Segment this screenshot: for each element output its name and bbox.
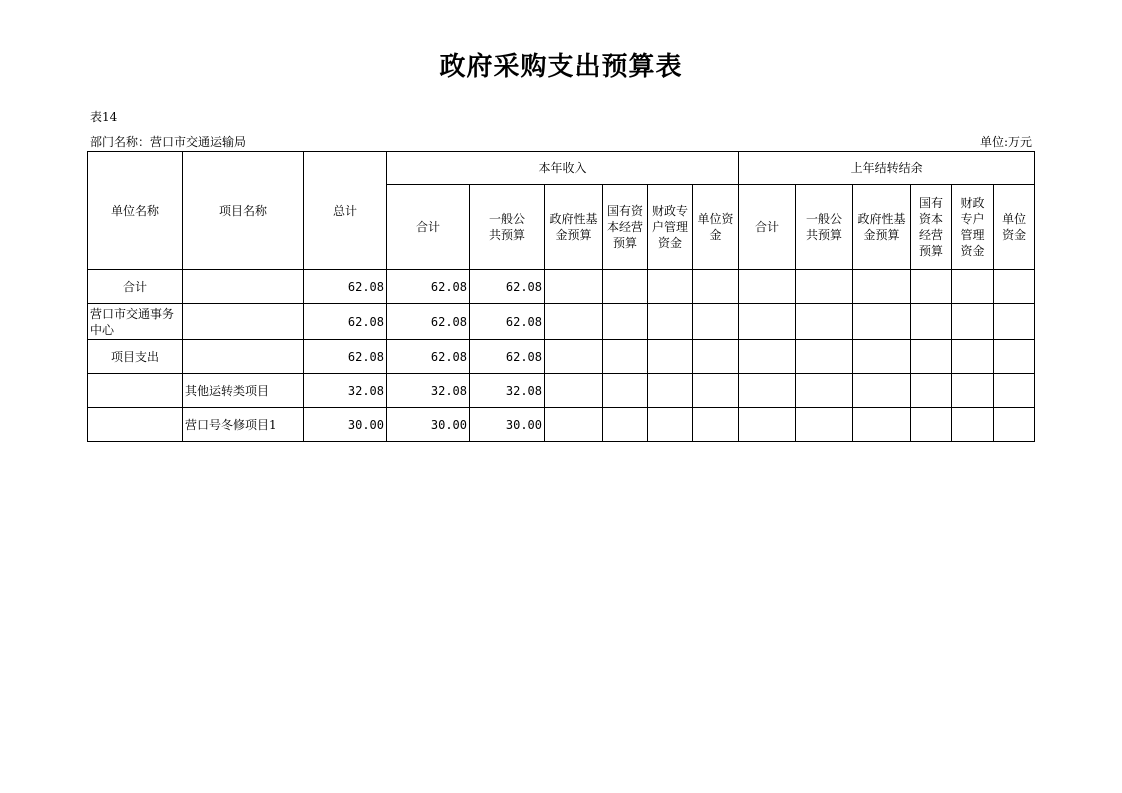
cell-total: 62.08 xyxy=(304,270,387,304)
cell-empty xyxy=(952,340,994,374)
page-title: 政府采购支出预算表 xyxy=(439,52,683,82)
cell-empty xyxy=(693,374,739,408)
department-label: 部门名称：营口市交通运输局 xyxy=(90,135,247,149)
cell-empty xyxy=(603,270,648,304)
cell-total: 62.08 xyxy=(304,304,387,340)
cell-empty xyxy=(545,408,603,442)
cell-project xyxy=(183,340,304,374)
cell-cy-general: 62.08 xyxy=(470,270,545,304)
cell-empty xyxy=(911,374,952,408)
cell-empty xyxy=(739,374,796,408)
header-py-general: 一般公共预算 xyxy=(796,185,853,270)
cell-cy-subtotal: 32.08 xyxy=(387,374,470,408)
cell-empty xyxy=(739,304,796,340)
cell-total: 62.08 xyxy=(304,340,387,374)
header-cy-subtotal: 合计 xyxy=(387,185,470,270)
header-py-subtotal: 合计 xyxy=(739,185,796,270)
cell-empty xyxy=(796,304,853,340)
cell-empty xyxy=(796,408,853,442)
cell-empty xyxy=(693,270,739,304)
cell-total: 32.08 xyxy=(304,374,387,408)
cell-unit xyxy=(88,374,183,408)
header-cy-special: 财政专户管理资金 xyxy=(648,185,693,270)
cell-empty xyxy=(739,408,796,442)
cell-empty xyxy=(796,270,853,304)
cell-cy-general: 30.00 xyxy=(470,408,545,442)
header-py-gov-fund: 政府性基金预算 xyxy=(853,185,911,270)
cell-cy-general: 62.08 xyxy=(470,304,545,340)
table-row-agency xyxy=(88,304,1035,340)
cell-empty xyxy=(693,340,739,374)
cell-empty xyxy=(994,270,1035,304)
header-cy-soe: 国有资本经营预算 xyxy=(603,185,648,270)
cell-empty xyxy=(648,374,693,408)
cell-empty xyxy=(911,340,952,374)
cell-empty xyxy=(603,304,648,340)
cell-empty xyxy=(911,304,952,340)
header-unit-name: 单位名称 xyxy=(88,152,183,270)
cell-empty xyxy=(545,270,603,304)
budget-table xyxy=(87,151,1035,442)
cell-unit: 项目支出 xyxy=(88,340,183,374)
cell-empty xyxy=(994,340,1035,374)
cell-empty xyxy=(739,270,796,304)
header-py-special: 财政专户管理资金 xyxy=(952,185,994,270)
header-py-unit-fund: 单位资金 xyxy=(994,185,1035,270)
cell-empty xyxy=(853,270,911,304)
cell-empty xyxy=(693,408,739,442)
cell-empty xyxy=(952,270,994,304)
cell-empty xyxy=(952,304,994,340)
table-row-project xyxy=(88,374,1035,408)
cell-cy-subtotal: 30.00 xyxy=(387,408,470,442)
cell-empty xyxy=(994,408,1035,442)
cell-cy-subtotal: 62.08 xyxy=(387,340,470,374)
cell-empty xyxy=(994,374,1035,408)
cell-cy-subtotal: 62.08 xyxy=(387,270,470,304)
table-row-project-expense xyxy=(88,340,1035,374)
cell-project xyxy=(183,304,304,340)
table-row-total xyxy=(88,270,1035,304)
cell-empty xyxy=(693,304,739,340)
cell-empty xyxy=(796,340,853,374)
cell-empty xyxy=(911,270,952,304)
cell-unit: 合计 xyxy=(88,270,183,304)
cell-empty xyxy=(796,374,853,408)
cell-project: 营口号冬修项目1 xyxy=(183,408,304,442)
cell-cy-general: 32.08 xyxy=(470,374,545,408)
table-number: 表14 xyxy=(90,110,118,124)
header-cy-unit-fund: 单位资金 xyxy=(693,185,739,270)
cell-empty xyxy=(853,408,911,442)
header-py-soe: 国有资本经营预算 xyxy=(911,185,952,270)
cell-project: 其他运转类项目 xyxy=(183,374,304,408)
cell-unit: 营口市交通事务中心 xyxy=(88,304,183,340)
cell-empty xyxy=(545,304,603,340)
cell-cy-subtotal: 62.08 xyxy=(387,304,470,340)
cell-empty xyxy=(648,270,693,304)
header-total: 总计 xyxy=(304,152,387,270)
header-prior-year-carryover: 上年结转结余 xyxy=(739,152,1035,185)
cell-empty xyxy=(648,304,693,340)
header-cy-gov-fund: 政府性基金预算 xyxy=(545,185,603,270)
cell-empty xyxy=(911,408,952,442)
cell-empty xyxy=(739,340,796,374)
header-current-year-income: 本年收入 xyxy=(387,152,739,185)
header-project-name: 项目名称 xyxy=(183,152,304,270)
header-cy-general: 一般公共预算 xyxy=(470,185,545,270)
unit-label: 单位:万元 xyxy=(979,135,1032,149)
cell-project xyxy=(183,270,304,304)
cell-empty xyxy=(853,340,911,374)
cell-empty xyxy=(853,374,911,408)
cell-empty xyxy=(603,374,648,408)
cell-empty xyxy=(603,340,648,374)
cell-empty xyxy=(648,340,693,374)
table-row-project xyxy=(88,408,1035,442)
cell-empty xyxy=(952,374,994,408)
cell-empty xyxy=(994,304,1035,340)
cell-empty xyxy=(603,408,648,442)
cell-empty xyxy=(545,374,603,408)
cell-empty xyxy=(853,304,911,340)
cell-empty xyxy=(952,408,994,442)
cell-empty xyxy=(648,408,693,442)
cell-unit xyxy=(88,408,183,442)
cell-empty xyxy=(545,340,603,374)
cell-total: 30.00 xyxy=(304,408,387,442)
cell-cy-general: 62.08 xyxy=(470,340,545,374)
